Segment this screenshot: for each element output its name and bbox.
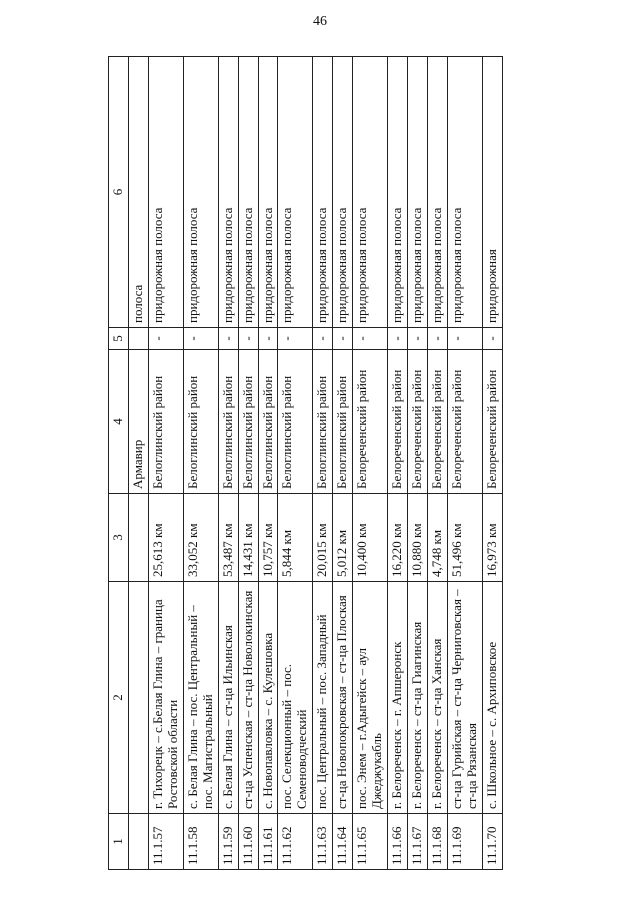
col5-value: - bbox=[427, 328, 447, 350]
road-length: 53,487 км bbox=[218, 494, 238, 582]
road-name: с. Школьное – с. Архиповское bbox=[482, 582, 502, 814]
header-col-1: 1 bbox=[109, 814, 129, 870]
row-number: 11.1.66 bbox=[388, 814, 408, 870]
road-length: 5,844 км bbox=[278, 494, 313, 582]
row-number: 11.1.70 bbox=[482, 814, 502, 870]
district-name: Белореченский район bbox=[388, 350, 408, 494]
table-row bbox=[353, 57, 388, 870]
road-length: 51,496 км bbox=[447, 494, 482, 582]
table-body bbox=[128, 57, 502, 870]
district-name: Белоглинский район bbox=[183, 350, 218, 494]
district-name: Белоглинский район bbox=[238, 350, 258, 494]
col5-value: - bbox=[388, 328, 408, 350]
col5-value: - bbox=[278, 328, 313, 350]
col5-value: - bbox=[238, 328, 258, 350]
road-length: 14,431 км bbox=[238, 494, 258, 582]
zone-type: придорожная полоса bbox=[313, 57, 333, 328]
zone-type: придорожная полоса bbox=[408, 57, 428, 328]
zone-type: придорожная полоса bbox=[388, 57, 408, 328]
district-name: Белореченский район bbox=[353, 350, 388, 494]
road-name: г. Белореченск – г. Апшеронск bbox=[388, 582, 408, 814]
header-col-3: 3 bbox=[109, 494, 129, 582]
road-name: ст-ца Успенская – ст-ца Новолокинская bbox=[238, 582, 258, 814]
table-row bbox=[427, 57, 447, 870]
rotated-table-area bbox=[108, 56, 583, 870]
zone-type: придорожная полоса bbox=[148, 57, 183, 328]
table-row bbox=[388, 57, 408, 870]
zone-type: придорожная полоса bbox=[278, 57, 313, 328]
continuation-type: полоса bbox=[128, 57, 148, 328]
zone-type: придорожная полоса bbox=[427, 57, 447, 328]
road-name: пос. Центральный – пос. Западный bbox=[313, 582, 333, 814]
row-number: 11.1.57 bbox=[148, 814, 183, 870]
road-length: 5,012 км bbox=[333, 494, 353, 582]
col5-value: - bbox=[482, 328, 502, 350]
zone-type: придорожная полоса bbox=[447, 57, 482, 328]
road-length: 33,052 км bbox=[183, 494, 218, 582]
page-number: 46 bbox=[313, 14, 327, 29]
col5-value: - bbox=[408, 328, 428, 350]
row-number: 11.1.60 bbox=[238, 814, 258, 870]
table-row bbox=[333, 57, 353, 870]
road-length: 25,613 км bbox=[148, 494, 183, 582]
table-row bbox=[447, 57, 482, 870]
table-row bbox=[278, 57, 313, 870]
road-length: 20,015 км bbox=[313, 494, 333, 582]
road-table bbox=[108, 56, 503, 870]
district-name: Белоглинский район bbox=[333, 350, 353, 494]
road-length: 16,973 км bbox=[482, 494, 502, 582]
row-number: 11.1.67 bbox=[408, 814, 428, 870]
road-length: 16,220 км bbox=[388, 494, 408, 582]
row-number: 11.1.63 bbox=[313, 814, 333, 870]
road-name: ст-ца Новопокровская – ст-ца Плоская bbox=[333, 582, 353, 814]
zone-type: придорожная полоса bbox=[353, 57, 388, 328]
table-row bbox=[408, 57, 428, 870]
district-name: Белоглинский район bbox=[278, 350, 313, 494]
row-number: 11.1.58 bbox=[183, 814, 218, 870]
district-name: Белореченский район bbox=[447, 350, 482, 494]
road-length: 10,880 км bbox=[408, 494, 428, 582]
table-row bbox=[218, 57, 238, 870]
district-name: Белореченский район bbox=[482, 350, 502, 494]
zone-type: придорожная полоса bbox=[183, 57, 218, 328]
road-name: ст-ца Гурийская – ст-ца Черниговская – ст-ца Рязанская bbox=[447, 582, 482, 814]
row-number: 11.1.59 bbox=[218, 814, 238, 870]
continuation-row bbox=[128, 57, 148, 870]
header-row bbox=[109, 57, 129, 870]
road-name: г. Белореченск – ст-ца Ханская bbox=[427, 582, 447, 814]
road-name: с. Новопавловка – с. Кулешовка bbox=[258, 582, 278, 814]
road-name: с. Белая Глина – пос. Центральный – пос. Магистральный bbox=[183, 582, 218, 814]
row-number: 11.1.61 bbox=[258, 814, 278, 870]
zone-type: придорожная bbox=[482, 57, 502, 328]
col5-value: - bbox=[183, 328, 218, 350]
road-name: г. Тихорецк – с.Белая Глина – граница Ростовской области bbox=[148, 582, 183, 814]
table-row bbox=[148, 57, 183, 870]
district-name: Белоглинский район bbox=[218, 350, 238, 494]
district-name: Белореченский район bbox=[427, 350, 447, 494]
table-row bbox=[258, 57, 278, 870]
road-length: 4,748 км bbox=[427, 494, 447, 582]
col5-value: - bbox=[148, 328, 183, 350]
row-number: 11.1.69 bbox=[447, 814, 482, 870]
table-row bbox=[482, 57, 502, 870]
district-name: Белоглинский район bbox=[148, 350, 183, 494]
col5-value: - bbox=[313, 328, 333, 350]
table-row bbox=[183, 57, 218, 870]
district-name: Белореченский район bbox=[408, 350, 428, 494]
rotated-table-content bbox=[108, 56, 583, 870]
row-number: 11.1.65 bbox=[353, 814, 388, 870]
table-row bbox=[313, 57, 333, 870]
table-row bbox=[238, 57, 258, 870]
col5-value: - bbox=[258, 328, 278, 350]
header-col-2: 2 bbox=[109, 582, 129, 814]
road-name: пос. Энем – г.Адыгейск – аул Джеджукабль bbox=[353, 582, 388, 814]
header-col-6: 6 bbox=[109, 57, 129, 328]
col5-value: - bbox=[333, 328, 353, 350]
road-name: пос. Селекционный – пос. Семеноводческий bbox=[278, 582, 313, 814]
col5-value: - bbox=[353, 328, 388, 350]
zone-type: придорожная полоса bbox=[238, 57, 258, 328]
row-number: 11.1.68 bbox=[427, 814, 447, 870]
header-col-4: 4 bbox=[109, 350, 129, 494]
district-name: Белоглинский район bbox=[258, 350, 278, 494]
road-name: г. Белореченск – ст-ца Гиагинская bbox=[408, 582, 428, 814]
row-number: 11.1.64 bbox=[333, 814, 353, 870]
zone-type: придорожная полоса bbox=[258, 57, 278, 328]
road-name: с. Белая Глина – ст-ца Ильинская bbox=[218, 582, 238, 814]
road-length: 10,400 км bbox=[353, 494, 388, 582]
col5-value: - bbox=[447, 328, 482, 350]
row-number: 11.1.62 bbox=[278, 814, 313, 870]
continuation-district: Армавир bbox=[128, 350, 148, 494]
col5-value: - bbox=[218, 328, 238, 350]
zone-type: придорожная полоса bbox=[333, 57, 353, 328]
zone-type: придорожная полоса bbox=[218, 57, 238, 328]
header-col-5: 5 bbox=[109, 328, 129, 350]
district-name: Белоглинский район bbox=[313, 350, 333, 494]
road-length: 10,757 км bbox=[258, 494, 278, 582]
